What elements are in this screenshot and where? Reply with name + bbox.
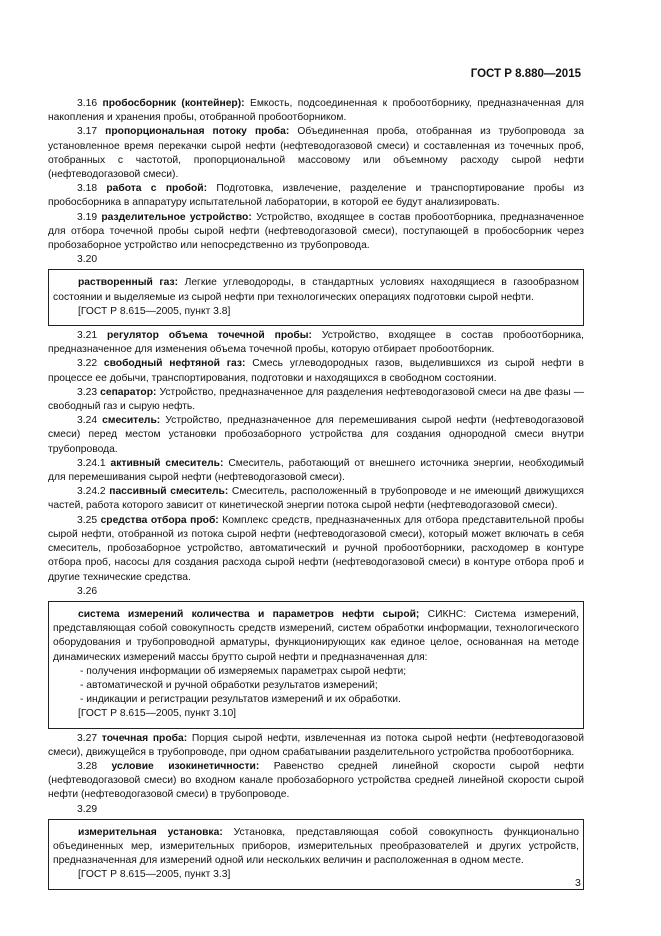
definition bbox=[53, 608, 579, 665]
definition-text: Смесь углеводородных газов, выделившихся из сырой нефти в процессе ее добычи, транспортирования, подготовки и находящихся в свободном состоянии. bbox=[48, 358, 584, 384]
entry-number: 3.24 bbox=[77, 415, 98, 427]
term: точечная проба: bbox=[101, 732, 188, 744]
entry-number: 3.20 bbox=[77, 254, 98, 266]
definition-text: Порция сырой нефти, извлеченная из потока сырой нефти (нефтеводогазовой смеси), движущейся в трубопроводе, при одном срабатывании разделительного устройства пробоотборника. bbox=[48, 732, 584, 758]
definition-entry bbox=[48, 125, 584, 182]
quoted-definition-box bbox=[48, 601, 584, 729]
definition-text: Установка, представляющая собой совокупность функционально объединенных мер, измерительных приборов, измерительных преобразователей и других устройств, предназначенная для измерений одной или нескольких величин и расположенная в одном месте. bbox=[53, 826, 579, 867]
definition-text: Емкость, подсоединенная к пробоотборнику, предназначенная для накопления и хранения пробы, отобранной пробоотборником. bbox=[48, 98, 584, 124]
term: регулятор объема точечной пробы: bbox=[106, 330, 312, 342]
page-number: 3 bbox=[575, 877, 581, 889]
term: пассивный смеситель: bbox=[109, 486, 229, 498]
definition-entry bbox=[48, 414, 584, 457]
document-body bbox=[48, 97, 584, 893]
entry-number: 3.16 bbox=[77, 98, 98, 109]
term: сепаратор: bbox=[100, 386, 157, 398]
definition-text: Смеситель, работающий от внешнего источника энергии, необходимый для перемешивания сырой нефти (нефтеводогазовой смеси). bbox=[48, 457, 584, 484]
entry-number: 3.17 bbox=[77, 126, 98, 138]
entry-number: 3.22 bbox=[77, 358, 98, 370]
definition-entry bbox=[48, 357, 584, 385]
definition-text: Устройство, входящее в состав пробоотборника, предназначенное для изменения объема точечной пробы, которую отбирает пробоотборник. bbox=[48, 330, 584, 356]
definition bbox=[53, 826, 579, 869]
definition-text: Комплекс средств, предназначенных для отбора представительной пробы сырой нефти, отобранной из потока сырой нефти (нефтеводогазовой смеси), который может включать в себя смеситель, пробозаборное устройство, автоматический и ручной пробоотборники, расходомер в контуре отбора проб, насосы для создания расхода сырой нефти (нефтеводогазовой смеси) в контуре отбора проб и другие технические средства. bbox=[48, 514, 584, 583]
term: условие изокинетичности: bbox=[111, 760, 260, 772]
entry-number: 3.21 bbox=[77, 330, 98, 342]
definition-text: Подготовка, извлечение, разделение и транспортирование пробы из пробосборника в аппаратуру испытательной лаборатории, в которой ее будут анализировать. bbox=[48, 183, 584, 209]
term: система измерений количества и параметров нефти сырой; bbox=[78, 608, 420, 620]
entry-number: 3.19 bbox=[77, 211, 98, 223]
entry-number: 3.24.1 bbox=[77, 457, 106, 469]
entry-number: 3.25 bbox=[77, 514, 98, 526]
definition-text: СИКНС: Система измерений, представляющая собой совокупность средств измерений, систем обработки информации, технологического оборудования и трубопроводной арматуры, функционирующих как единое целое, основанная на методе динамических измерений массы брутто сырой нефти и предназначенная для: bbox=[53, 608, 580, 663]
definition-text: Смеситель, расположенный в трубопроводе и не имеющий движущихся частей, работа которого зависит от кинетической энергии потока сырой нефти (нефтеводогазовой смеси). bbox=[48, 486, 584, 512]
definition-text: Устройство, предназначенное для перемешивания сырой нефти (нефтеводогазовой смеси) перед местом установки пробозаборного устройства для создания однородной смеси внутри трубопровода. bbox=[48, 415, 584, 455]
definition-text: Равенство средней линейной скорости сырой нефти (нефтеводогазовой смеси) во входном канале пробозаборного устройства средней линейной скорости сырой нефти (нефтеводогазовой смеси) в трубопроводе. bbox=[48, 760, 584, 801]
source-reference: [ГОСТ Р 8.615—2005, пункт 3.3] bbox=[78, 869, 231, 881]
definition-entry bbox=[48, 329, 584, 357]
definition-entry bbox=[48, 211, 584, 254]
definition-entry bbox=[48, 760, 584, 803]
term: разделительное устройство: bbox=[101, 211, 252, 223]
term: свободный нефтяной газ: bbox=[103, 358, 246, 370]
term: пропорциональная потоку проба: bbox=[105, 126, 290, 138]
quoted-definition-box bbox=[48, 819, 584, 890]
source-reference: [ГОСТ Р 8.615—2005, пункт 3.10] bbox=[78, 708, 237, 720]
definition-text: Легкие углеводороды, в стандартных условиях находящиеся в газообразном состоянии и выделяемые из сырой нефти при технологических операциях подготовки сырой нефти. bbox=[53, 277, 579, 303]
entry-number: 3.24.2 bbox=[77, 486, 106, 498]
entry-number: 3.27 bbox=[77, 732, 98, 744]
definition-entry bbox=[48, 457, 584, 485]
definition-entry bbox=[48, 514, 584, 585]
entry-number: 3.23 bbox=[77, 386, 98, 398]
term: средства отбора проб: bbox=[100, 514, 219, 526]
definition-entry bbox=[48, 485, 584, 513]
quoted-definition-box bbox=[48, 269, 584, 326]
list-item: - автоматической и ручной обработки результатов измерений; bbox=[80, 679, 378, 691]
term: работа с пробой: bbox=[106, 183, 208, 195]
definition-entry bbox=[48, 97, 584, 125]
definition-text: Объединенная проба, отобранная из трубопровода за установленное время перекачки сырой нефти (нефтеводогазовой смеси) и составленная из точечных проб, отобранных с частотой, пропорциональной массовому или объемному расходу сырой нефти (нефтеводогазовой смеси). bbox=[48, 126, 585, 181]
definition-entry bbox=[48, 386, 584, 414]
document-id: ГОСТ Р 8.880—2015 bbox=[470, 68, 581, 80]
entry-number: 3.29 bbox=[77, 803, 98, 815]
entry-number: 3.18 bbox=[77, 183, 98, 195]
term: пробосборник (контейнер): bbox=[102, 98, 245, 109]
list-item: - получения информации об измеряемых параметрах сырой нефти; bbox=[80, 665, 407, 677]
term: измерительная установка: bbox=[78, 826, 223, 838]
list-item: - индикации и регистрации результатов измерений и их обработки. bbox=[80, 694, 401, 706]
entry-number: 3.28 bbox=[77, 760, 98, 772]
term: активный смеситель: bbox=[110, 457, 224, 469]
definition-text: Устройство, входящее в состав пробоотборника, предназначенное для отбора точечной пробы сырой нефти (нефтеводогазовой смеси), поступающей в пробосборник через пробозаборное устройство или непосредственно из трубопровода. bbox=[48, 211, 584, 252]
entry-number: 3.26 bbox=[77, 585, 98, 597]
definition bbox=[53, 276, 579, 304]
definition-text: Устройство, предназначенное для разделения нефтеводогазовой смеси на две фазы — свободный газ и сырую нефть. bbox=[48, 386, 584, 413]
definition-entry bbox=[48, 182, 584, 210]
definition-entry bbox=[48, 732, 584, 760]
term: смеситель: bbox=[102, 415, 161, 427]
source-reference: [ГОСТ Р 8.615—2005, пункт 3.8] bbox=[78, 305, 231, 317]
term: растворенный газ: bbox=[78, 277, 179, 289]
